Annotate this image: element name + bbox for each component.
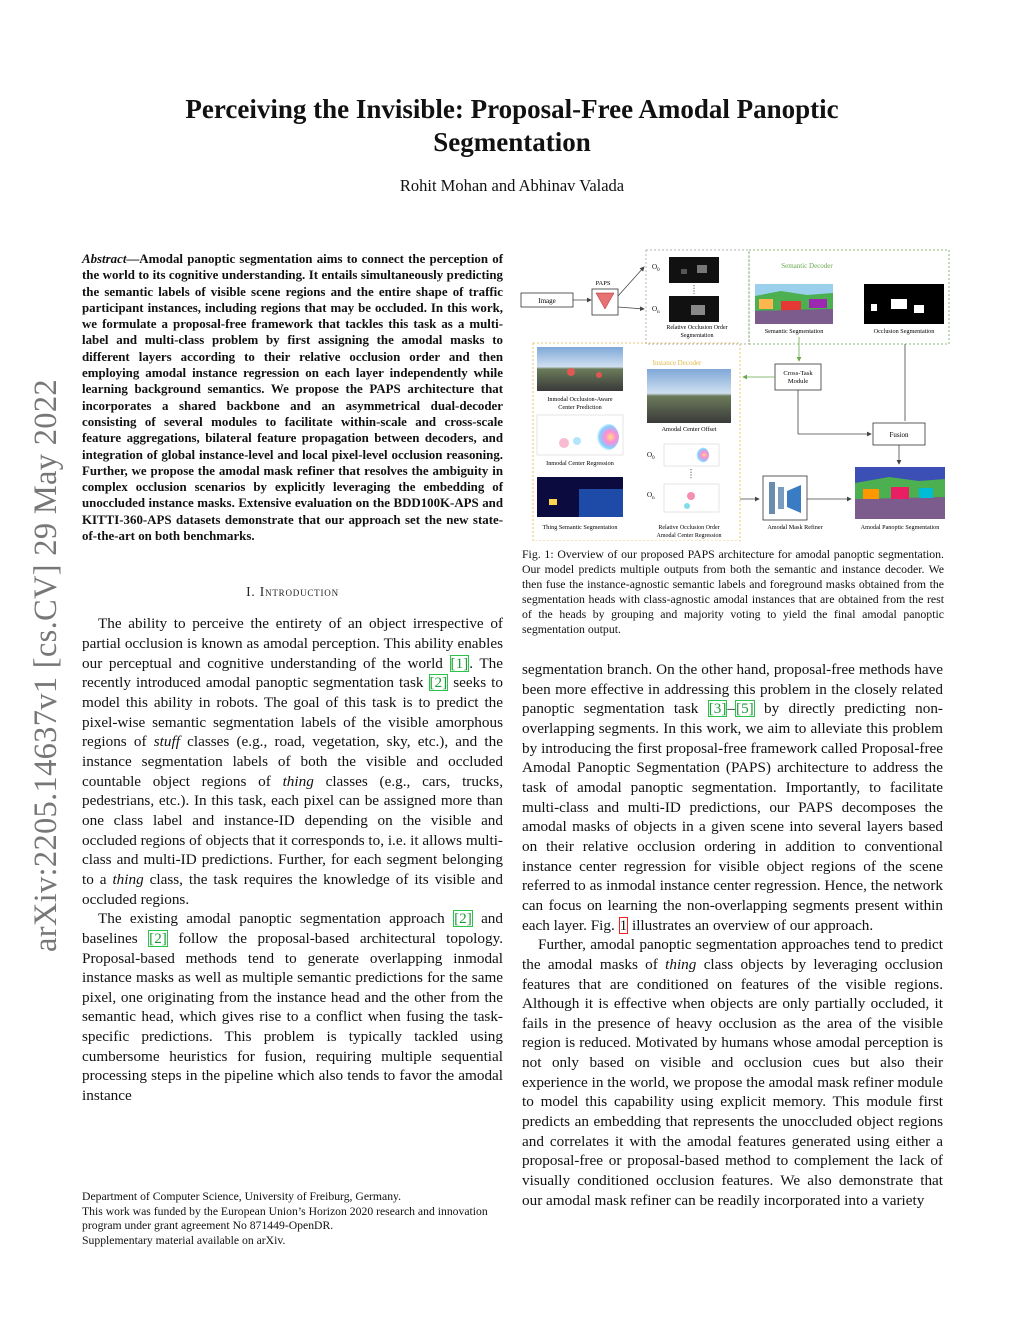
paragraph [82,909,503,1106]
text-run: The existing amodal panoptic segmentation approach [98,910,454,928]
inmodal-center-image [537,347,623,391]
label-amodal-offset: Amodal Center Offset [661,426,717,433]
emphasis: stuff [153,733,180,751]
title-line-2: Segmentation [433,127,591,157]
emphasis: thing [112,870,144,888]
instance-layer-0-image [664,444,719,466]
paragraph [522,935,943,1210]
label-rel-order-amodal-1: Relative Occlusion Order [658,525,720,531]
label-inmodal-center-2: Center Prediction [558,404,602,411]
text-run: classes (e.g., road, vegetation, sky, etc.), and the instance segmentation labels of both the visible and occluded countable object regions of [82,733,503,790]
arxiv-sidebar-stamp [21,350,71,980]
cross-task-module-box [775,364,821,390]
text-run: – [727,700,736,718]
text-run: follow the proposal-based architectural topology. Proposal-based methods tend to generate overlapping inmodal instance masks as well as multiple semantic predictions for the same pixel, one originating from the instance head and the other from the semantic head, which gives rise to a conflict when fusing the task-specific predictions. This problem is typically tackled using cumbersome heuristics for fusion, requiring multiple sequential processing steps in the pipeline which also tends to favor the amodal instance [82,929,503,1105]
intro-left-text [82,614,503,1105]
label-mask-refiner: Amodal Mask Refiner [767,524,823,531]
citation-link[interactable]: [2] [454,910,472,928]
emphasis: thing [665,955,697,973]
abstract-text: —Amodal panoptic segmentation aims to connect the perception of the world to its cognitive understanding. It entails simultaneously predicting the semantic labels of visible scene regions and the entire shape of traffic participant instances, including regions that may be occluded. In this work, we formulate a proposal-free framework that tackles this task as a multi-label and multi-class problem by first assigning the amodal masks to different layers according to their relative occlusion order and then employing amodal instance regression on each layer independently while learning background semantics. We propose the PAPS architecture that incorporates a shared backbone and an asymmetrical dual-decoder consisting of several modules to facilitate within-scale and cross-scale feature aggregations, bilateral feature propagation between decoders, and integration of global instance-level and local pixel-level occlusion reasoning. Further, we propose the amodal mask refiner that resolves the ambiguity in complex occlusion scenarios by explicitly leveraging the embedding of unoccluded instance masks. Extensive evaluation on the BDD100K-APS and KITTI-360-APS datasets demonstrate that our approach set the new state-of-the-art on both benchmarks. [82,252,503,544]
footnotes [82,1190,503,1248]
label-fusion: Fusion [889,431,909,439]
text-run: illustrates an overview of our approach. [628,916,874,934]
text-run: by directly predicting non-overlapping segments. In this work, we aim to alleviate this problem by introducing the first proposal-free framework called Proposal-free Amodal Panoptic Segmentation (PAPS) architecture to address the task of amodal panoptic segmentation. Importantly, to facilitate multi-class and multi-ID predictions, our PAPS decomposes the amodal masks of objects in a given scene into several layers based on their relative occlusion ordering in addition to conventional instance center regression for visible object regions of the scene referred to as inmodal instance center regression. Hence, the network can focus on learning the non-overlapping segments present within each layer. Fig. [522,700,943,934]
authors: Rohit Mohan and Abhinav Valada [399,176,625,195]
label-rel-order-2: Segmentation [680,333,714,339]
text-run: The ability to perceive the entirety of an object irrespective of partial occlusion is known as amodal perception. This ability enables our perceptual and cognitive understanding of the world [82,615,503,672]
emphasis: thing [282,772,314,790]
text-run: Further, amodal panoptic segmentation approaches tend to predict the amodal masks of [522,936,943,973]
arxiv-id: arXiv:2205.14637v1 [cs.CV] 29 May 2022 [27,378,64,952]
abstract-label: Abstract [82,252,127,266]
paragraph [82,614,503,909]
label-thing-semantic: Thing Semantic Segmentation [542,524,618,531]
section-number: I. [246,584,256,600]
label-rel-order-amodal-2: Amodal Center Regression [656,533,722,539]
label-inmodal-center-1: Inmodal Occlusion-Aware [547,396,613,403]
text-run: segmentation branch. On the other hand, proposal-free methods have been more effective in addressing this problem in the closely related panoptic segmentation task [522,661,943,718]
label-paps: PAPS [595,280,611,287]
label-instance-o0: $O_0$ [647,451,655,461]
label-semantic-decoder: Semantic Decoder [781,262,833,270]
label-semantic-seg: Semantic Segmentation [764,328,824,335]
caption-label: Fig. 1: [522,547,554,561]
label-instance-decoder: Instance Decoder [652,359,702,367]
text-run: class objects by leveraging occlusion features that are conditioned on features of the visible regions. Although it is effective when objects are only partially occluded, it fails in the presence of heavy occlusion as the area of the visible region is reduced. Motivated by humans whose amodal perception is not only based on visible and occlusion cues but also their experience in the world, we propose the amodal mask refiner module to model this capability using explicit memory. This module first predicts an embedding that represents the unoccluded object regions and correlates it with the amodal features generated using either a proposal-free or proposal-based method to complement the lack of visually conditioned occlusion features. We also demonstrate that our amodal mask refiner can be readily incorporated into a variety [522,955,943,1209]
label-occlusion-seg: Occlusion Segmentation [873,328,935,335]
citation-link[interactable]: [3] [708,700,727,718]
right-column [522,660,943,1210]
text-run: and baselines [82,910,503,947]
text-run: class, the task requires the knowledge of its visible and occluded regions. [82,870,503,908]
figure-reference-link[interactable]: 1 [619,916,628,934]
text-run: seeks to model this ability in robots. The goal of this task is to predict the pixel-wise semantic segmentation labels of the visible amorphous regions of [82,674,503,751]
title-line-1: Perceiving the Invisible: Proposal-Free Amodal Panoptic [185,94,839,124]
label-image: Image [538,297,556,305]
label-cross-task-1: Cross-Task [783,370,813,377]
caption-text: Overview of our proposed PAPS architecture for amodal panoptic segmentation. Our model predicts multiple outputs from both the semantic and instance decoder. We then fuse the instance-agnostic semantic labels and foreground masks obtained from the segmentation heads with class-agnostic amodal instances that are obtained from the rest of the heads by grouping and majority voting to yield the final amodal panoptic segmentation output. [522,547,945,637]
paragraph [522,660,943,935]
label-o0: $O_0$ [652,263,660,273]
footnote-supplementary: Supplementary material available on arXiv. [82,1233,286,1247]
text-run: . The recently introduced amodal panoptic segmentation task [82,654,503,692]
figure-1-diagram [519,249,951,541]
citation-link[interactable]: [1] [450,654,469,672]
amodal-center-offset-image [647,369,731,423]
label-inmodal-regression: Inmodal Center Regression [546,460,614,467]
footnote-funding: This work was funded by the European Union’s Horizon 2020 research and innovation program under grant agreement No 871449-OpenDR. [82,1204,488,1233]
label-on: $O_n$ [652,305,660,315]
citation-link[interactable]: [5] [736,700,754,718]
paper-title [100,93,924,159]
citation-link[interactable]: [2] [429,674,448,692]
label-rel-order-1: Relative Occlusion Order [666,325,728,331]
label-cross-task-2: Module [787,378,809,385]
figure-1-caption [522,547,944,637]
footnote-affiliation: Department of Computer Science, University of Freiburg, Germany. [82,1190,402,1203]
citation-link[interactable]: [2] [149,929,167,947]
left-column [82,251,503,1106]
section-heading-introduction [82,584,503,600]
abstract [82,251,503,544]
occlusion-layer-0-image [669,257,719,283]
label-instance-on: $O_n$ [647,491,655,501]
label-amodal-panoptic: Amodal Panoptic Segmentation [860,524,940,531]
text-run: classes (e.g., cars, trucks, pedestrians, etc.). In this task, each pixel can be assigned more than one class label and instance-ID depending on the visible and occluded regions of objects that it corresponds to, i.e. it allows multi-class and multi-ID predictions. Further, for each segment belonging to a [82,772,503,888]
section-title: Introduction [259,584,339,600]
